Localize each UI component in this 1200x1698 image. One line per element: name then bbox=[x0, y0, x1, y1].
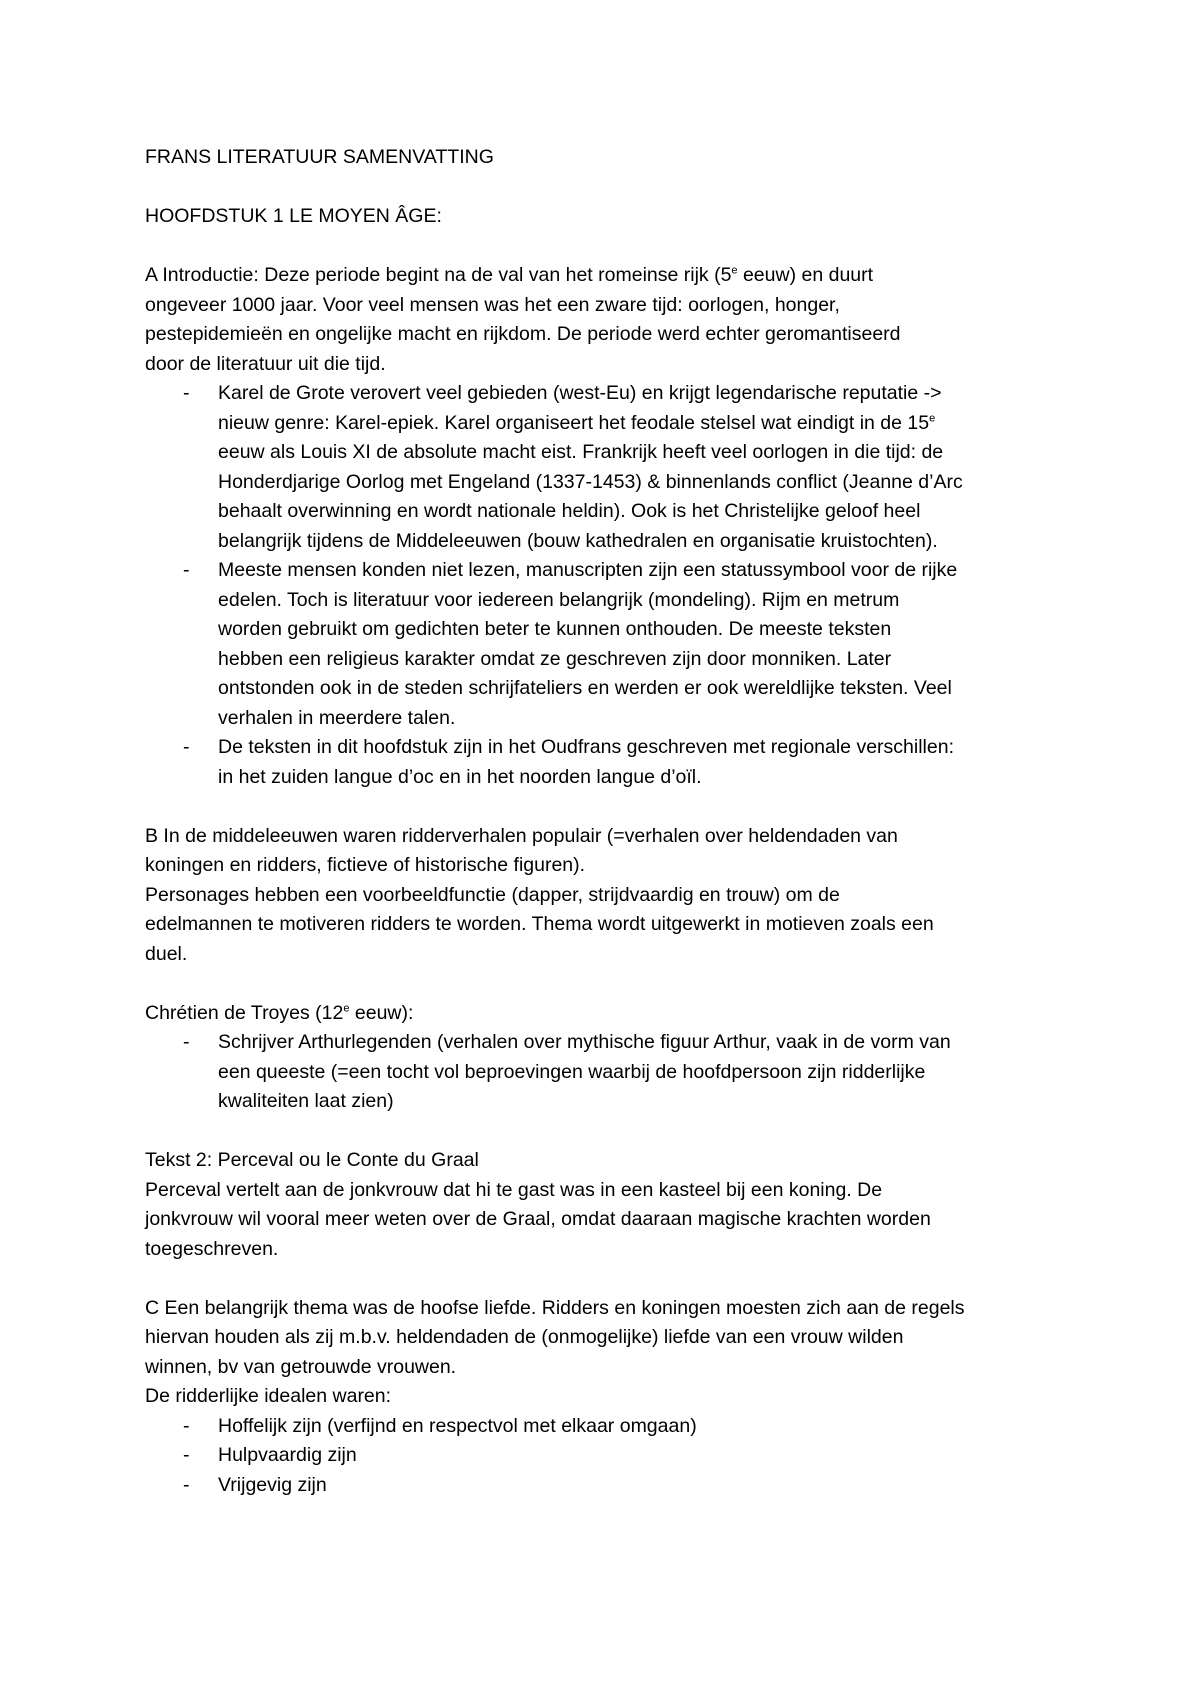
section-c-line: hiervan houden als zij m.b.v. heldendaden de (onmogelijke) liefde van een vrouw wilden bbox=[145, 1326, 904, 1348]
dash-bullet: - bbox=[183, 1414, 190, 1437]
section-c-line: De ridderlijke idealen waren: bbox=[145, 1385, 392, 1407]
section-c-line: winnen, bv van getrouwde vrouwen. bbox=[145, 1355, 457, 1378]
section-a-bullet-list bbox=[145, 379, 1075, 792]
chretien-heading: Chrétien de Troyes (12e eeuw): bbox=[145, 1001, 414, 1024]
dash-bullet: - bbox=[183, 736, 190, 758]
chapter-heading: HOOFDSTUK 1 LE MOYEN ÂGE: bbox=[145, 205, 442, 227]
dash-bullet: - bbox=[183, 1444, 190, 1466]
list-item: - Karel de Grote verovert veel gebieden (west-Eu) en krijgt legendarische reputatie -> nieuw genre: Karel-epiek. Karel organiseert het feodale stelsel wat eindigt in de 15e eeuw als Louis XI de absolute macht eist. Frankrijk heeft veel oorlogen in die tijd: de Honderdjarige Oorlog met Engeland (1337-1453) & binnenlands conflict (Jeanne d’Arc behaalt overwinning en wordt nationale heldin). Ook is het Christelijke geloof heel belangrijk tijdens de Middeleeuwen (bouw kathedralen en organisatie kruistochten). bbox=[145, 379, 1075, 556]
tekst2-line: toegeschreven. bbox=[145, 1237, 279, 1260]
chretien-section bbox=[145, 999, 1075, 1117]
tekst2-heading: Tekst 2: Perceval ou le Conte du Graal bbox=[145, 1149, 479, 1171]
list-item: - Hoffelijk zijn (verfijnd en respectvol met elkaar omgaan) bbox=[145, 1412, 1075, 1442]
section-b bbox=[145, 822, 1075, 970]
section-a-intro-line: A Introductie: Deze periode begint na de val van het romeinse rijk (5e eeuw) en duurt bbox=[145, 264, 874, 286]
dash-bullet: - bbox=[183, 1031, 190, 1053]
list-item: - Meeste mensen konden niet lezen, manuscripten zijn een statussymbool voor de rijke edelen. Toch is literatuur voor iedereen belangrijk (mondeling). Rijm en metrum worden gebruikt om gedichten beter te kunnen onthouden. De meeste teksten hebben een religieus karakter omdat ze geschreven zijn door monniken. Later ontstonden ook in de steden schrijfateliers en werden er ook wereldlijke teksten. Veel verhalen in meerdere talen. bbox=[145, 556, 1075, 733]
chretien-bullet-list bbox=[145, 1028, 1075, 1117]
tekst2-section bbox=[145, 1146, 1075, 1264]
dash-bullet: - bbox=[183, 1473, 190, 1496]
list-item: - Hulpvaardig zijn bbox=[145, 1441, 1075, 1471]
document-body bbox=[145, 143, 1075, 1500]
list-item: - De teksten in dit hoofdstuk zijn in het Oudfrans geschreven met regionale verschillen: in het zuiden langue d’oc en in het noorden langue d’oïl. bbox=[145, 733, 1075, 792]
list-item: - Schrijver Arthurlegenden (verhalen over mythische figuur Arthur, vaak in de vorm van een queeste (=een tocht vol beproevingen waarbij de hoofdpersoon zijn ridderlijke kwaliteiten laat zien) bbox=[145, 1028, 1075, 1117]
dash-bullet: - bbox=[183, 382, 190, 404]
section-b-line: koningen en ridders, fictieve of historische figuren). bbox=[145, 854, 586, 876]
section-a bbox=[145, 261, 1075, 792]
document-title: FRANS LITERATUUR SAMENVATTING bbox=[145, 146, 494, 168]
section-a-intro-line: ongeveer 1000 jaar. Voor veel mensen was het een zware tijd: oorlogen, honger, bbox=[145, 293, 840, 316]
section-a-intro-line: door de literatuur uit die tijd. bbox=[145, 352, 386, 375]
section-b-line: duel. bbox=[145, 942, 188, 965]
list-item: - Vrijgevig zijn bbox=[145, 1471, 1075, 1501]
tekst2-line: jonkvrouw wil vooral meer weten over de Graal, omdat daaraan magische krachten worden bbox=[145, 1208, 931, 1230]
section-b-line: Personages hebben een voorbeeldfunctie (dapper, strijdvaardig en trouw) om de bbox=[145, 883, 840, 906]
dash-bullet: - bbox=[183, 559, 190, 581]
section-b-line: edelmannen te motiveren ridders te worden. Thema wordt uitgewerkt in motieven zoals een bbox=[145, 913, 934, 935]
section-a-intro-line: pestepidemieën en ongelijke macht en rijkdom. De periode werd echter geromantiseerd bbox=[145, 323, 901, 345]
tekst2-line: Perceval vertelt aan de jonkvrouw dat hi te gast was in een kasteel bij een koning. De bbox=[145, 1178, 883, 1201]
section-c bbox=[145, 1294, 1075, 1501]
section-b-line: B In de middeleeuwen waren ridderverhalen populair (=verhalen over heldendaden van bbox=[145, 824, 898, 847]
section-c-line: C Een belangrijk thema was de hoofse liefde. Ridders en koningen moesten zich aan de regels bbox=[145, 1296, 965, 1319]
ideals-bullet-list bbox=[145, 1412, 1075, 1501]
